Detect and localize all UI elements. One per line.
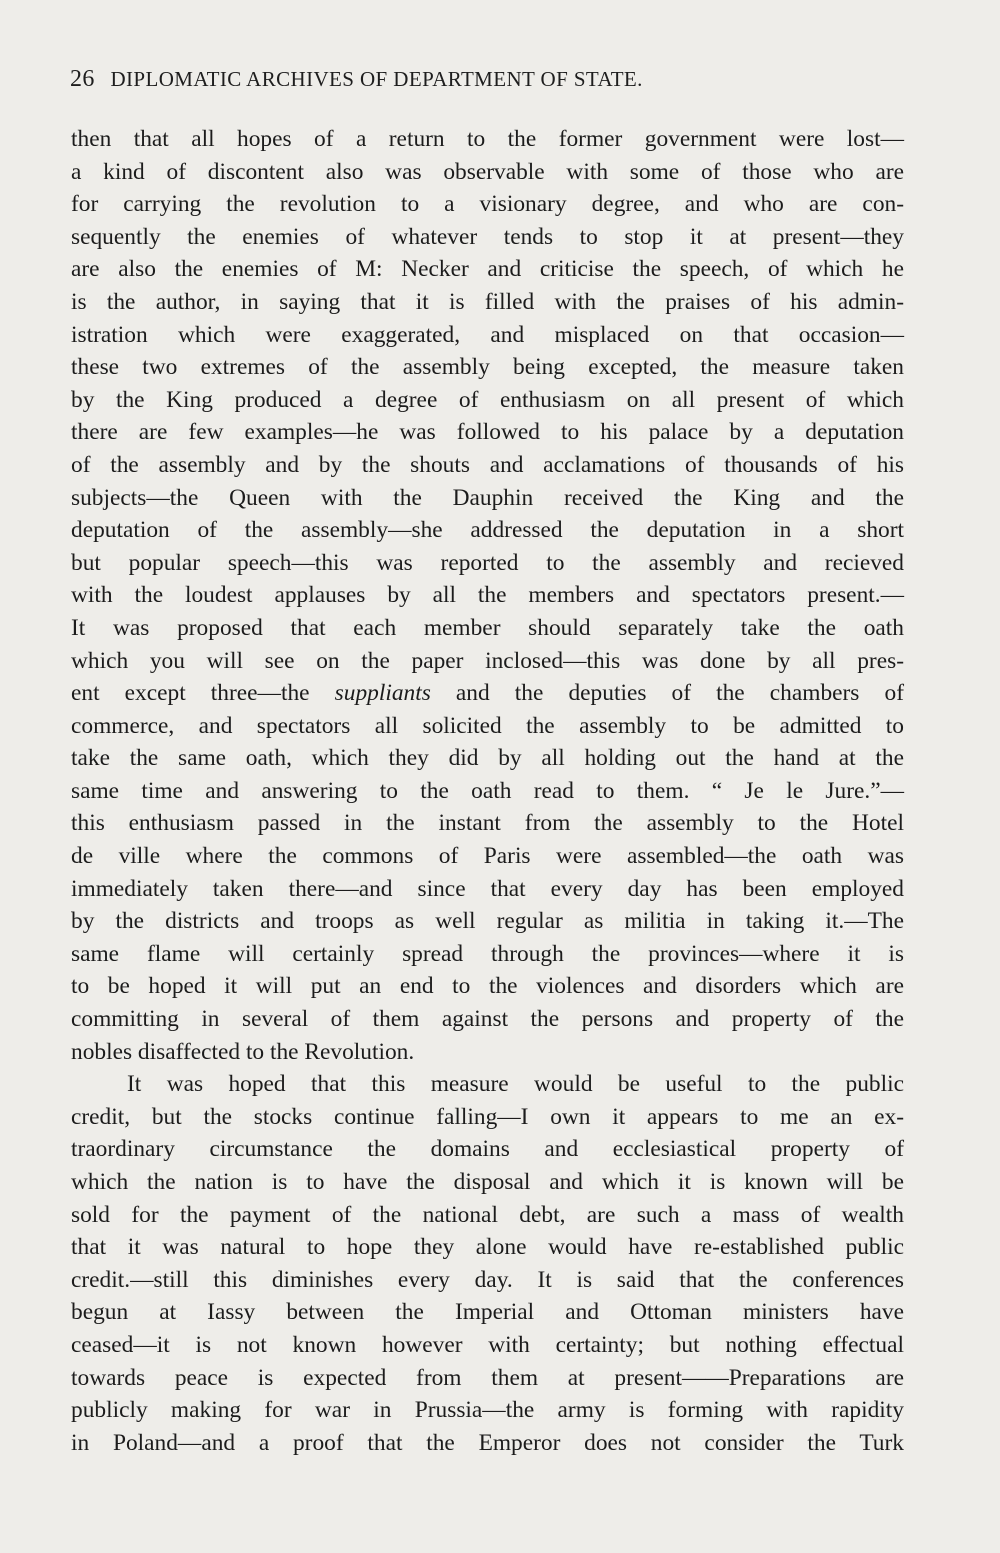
text-line: are also the enemies of M: Necker and criticise the speech, of which he [71, 256, 904, 283]
text-line: for carrying the revolution to a visionary degree, and who are con- [71, 191, 904, 218]
text-line: sold for the payment of the national debt, are such a mass of wealth [71, 1201, 904, 1228]
text-line: subjects—the Queen with the Dauphin received the King and the [71, 484, 904, 511]
running-head [70, 66, 910, 93]
text-line: same time and answering to the oath read to them. “ Je le Jure.”— [71, 777, 904, 804]
text-line: de ville where the commons of Paris were assembled—the oath was [71, 843, 904, 870]
text-line: take the same oath, which they did by all holding out the hand at the [71, 745, 904, 772]
text-line: that it was natural to hope they alone would have re-established public [71, 1234, 904, 1261]
text-run: ent except three—the [71, 680, 335, 707]
italic-word: suppliants [334, 680, 431, 707]
text-line: there are few examples—he was followed to his palace by a deputation [71, 419, 904, 446]
text-line: this enthusiasm passed in the instant from the assembly to the Hotel [71, 810, 904, 837]
text-line: ceased—it is not known however with certainty; but nothing effectual [71, 1331, 904, 1358]
text-run: and the deputies of the chambers of [430, 680, 904, 707]
text-line: credit, but the stocks continue falling—I own it appears to me an ex- [71, 1103, 904, 1130]
text-line: which the nation is to have the disposal and which it is known will be [71, 1169, 904, 1195]
text-line: It was proposed that each member should separately take the oath [71, 614, 904, 641]
paragraph-2 [71, 1068, 904, 1459]
text-line: same flame will certainly spread through the provinces—where it is [71, 940, 904, 967]
text-line: sequently the enemies of whatever tends to stop it at present—they [71, 223, 904, 250]
text-line: to be hoped it will put an end to the violences and disorders which are [71, 973, 904, 1000]
text-line: is the author, in saying that it is filled with the praises of his admin- [71, 288, 904, 315]
text-line: It was hoped that this measure would be useful to the public [127, 1071, 904, 1098]
text-line: immediately taken there—and since that every day has been employed [71, 875, 904, 902]
text-line: begun at Iassy between the Imperial and Ottoman ministers have [71, 1299, 904, 1326]
paragraph-1 [71, 123, 904, 1068]
text-line: towards peace is expected from them at present——Preparations are [71, 1364, 904, 1391]
text-line-with-italic [71, 677, 904, 710]
text-line: then that all hopes of a return to the former government were lost— [71, 126, 904, 152]
running-title: DIPLOMATIC ARCHIVES OF DEPARTMENT OF STATE. [110, 67, 643, 91]
text-line: nobles disaffected to the Revolution. [71, 1038, 415, 1065]
text-line: by the districts and troops as well regular as militia in taking it.—The [71, 908, 904, 935]
text-line: commerce, and spectators all solicited the assembly to be admitted to [71, 712, 904, 739]
text-line: deputation of the assembly—she addressed the deputation in a short [71, 517, 904, 544]
text-line: these two extremes of the assembly being excepted, the measure taken [71, 354, 904, 381]
page-number: 26 [70, 66, 95, 92]
text-line: committing in several of them against the persons and property of the [71, 1006, 904, 1033]
text-line: with the loudest applauses by all the members and spectators present.— [71, 582, 904, 609]
text-line: a kind of discontent also was observable with some of those who are [71, 158, 904, 185]
text-line: by the King produced a degree of enthusiasm on all present of which [71, 386, 904, 413]
text-line: credit.—still this diminishes every day. It is said that the conferences [71, 1266, 904, 1293]
text-line: which you will see on the paper inclosed—this was done by all pres- [71, 647, 904, 674]
text-line: publicly making for war in Prussia—the army is forming with rapidity [71, 1397, 904, 1424]
text-line: but popular speech—this was reported to the assembly and recieved [71, 549, 904, 576]
text-line: in Poland—and a proof that the Emperor does not consider the Turk [71, 1429, 904, 1456]
text-line: of the assembly and by the shouts and acclamations of thousands of his [71, 451, 904, 478]
text-line: traordinary circumstance the domains and ecclesiastical property of [71, 1136, 904, 1163]
body-text [71, 123, 904, 1459]
text-line: istration which were exaggerated, and misplaced on that occasion— [71, 321, 904, 348]
